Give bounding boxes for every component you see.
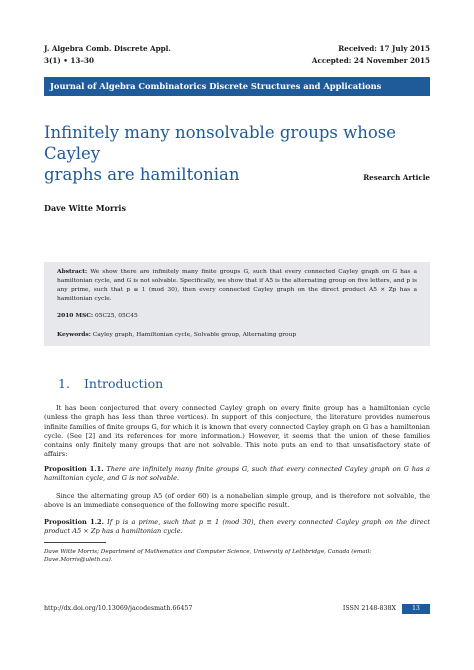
journal-banner: Journal of Algebra Combinatorics Discrete Structures and Applications (44, 77, 430, 96)
dates-info (312, 43, 430, 66)
journal-info (44, 43, 171, 66)
author-footnote: Dave Witte Morris; Department of Mathematics and Computer Science, University of Lethbridge, Canada (email: Dave.Morris@uleth.ca). (44, 549, 372, 564)
proposition-label: Proposition 1.2. (44, 518, 104, 526)
page-footer (44, 604, 430, 614)
proposition-text: If p is a prime, such that p ≡ 1 (mod 30), then every connected Cayley graph on the direct product A5 × Zp has a hamiltonian cycle. (44, 518, 430, 536)
issue-pages: 3(1) • 13–30 (44, 55, 95, 65)
doi-link[interactable]: http://dx.doi.org/10.13069/jacodesmath.66457 (44, 605, 193, 612)
proposition-1-1 (44, 465, 430, 484)
proposition-text: There are infinitely many finite groups G, such that every connected Cayley graph on G has a hamiltonian cycle, and G is not solvable. (44, 465, 430, 483)
abstract-text: We show there are infinitely many finite groups G, such that every connected Cayley graph on G has a hamiltonian cycle, and G is not solvable. Specifically, we show that if A5 is the alternating group on five letters, and p is any prime, such that p ≡ 1 (mod 30), then every connected Cayley graph on the direct product A5 × Zp has a hamiltonian cycle. (57, 269, 417, 303)
intro-paragraph-2: Since the alternating group A5 (of order 60) is a nonabelian simple group, and is therefore not solvable, the above is an immediate consequence of the following more specific result. (44, 492, 430, 510)
section-title: Introduction (83, 376, 164, 391)
msc-label: 2010 MSC: (57, 312, 94, 320)
msc-line (57, 311, 417, 321)
journal-name: J. Algebra Comb. Discrete Appl. (44, 44, 171, 53)
proposition-label: Proposition 1.1. (44, 465, 104, 473)
abstract (57, 267, 417, 304)
keywords-value: Cayley graph, Hamiltonian cycle, Solvable group, Alternating group (92, 332, 297, 339)
footnote-divider (44, 542, 106, 543)
abstract-box (44, 262, 430, 346)
section-number: 1. (58, 376, 70, 391)
section-heading (58, 376, 163, 391)
page-number: 13 (402, 604, 430, 614)
proposition-1-2 (44, 518, 430, 537)
intro-paragraph-1: It has been conjectured that every connected Cayley graph on every finite group has a hamiltonian cycle (unless the graph has less than three vertices). In support of this conjecture, the literature provides numerous infinite families of finite groups G, for which it is known that every connected Cayley graph on G has a hamiltonian cycle. (See [2] and its references for more information.) However, it seems that the union of these families contains only finitely many groups that are not solvable. This note puts an end to that unsatisfactory state of affairs: (44, 404, 430, 459)
accepted-date: Accepted: 24 November 2015 (311, 55, 430, 65)
msc-value: 05C25, 05C45 (94, 313, 138, 320)
abstract-label: Abstract: (57, 268, 88, 275)
title-line-2: graphs are hamiltonian (44, 165, 240, 184)
author-name: Dave Witte Morris (44, 203, 126, 213)
title-line-1: Infinitely many nonsolvable groups whose Cayley (44, 123, 397, 163)
article-type: Research Article (363, 173, 430, 182)
keywords-label: Keywords: (57, 331, 91, 339)
received-date: Received: 17 July 2015 (338, 44, 430, 53)
issn: ISSN 2148-838X (342, 605, 396, 612)
keywords-line (57, 330, 417, 340)
